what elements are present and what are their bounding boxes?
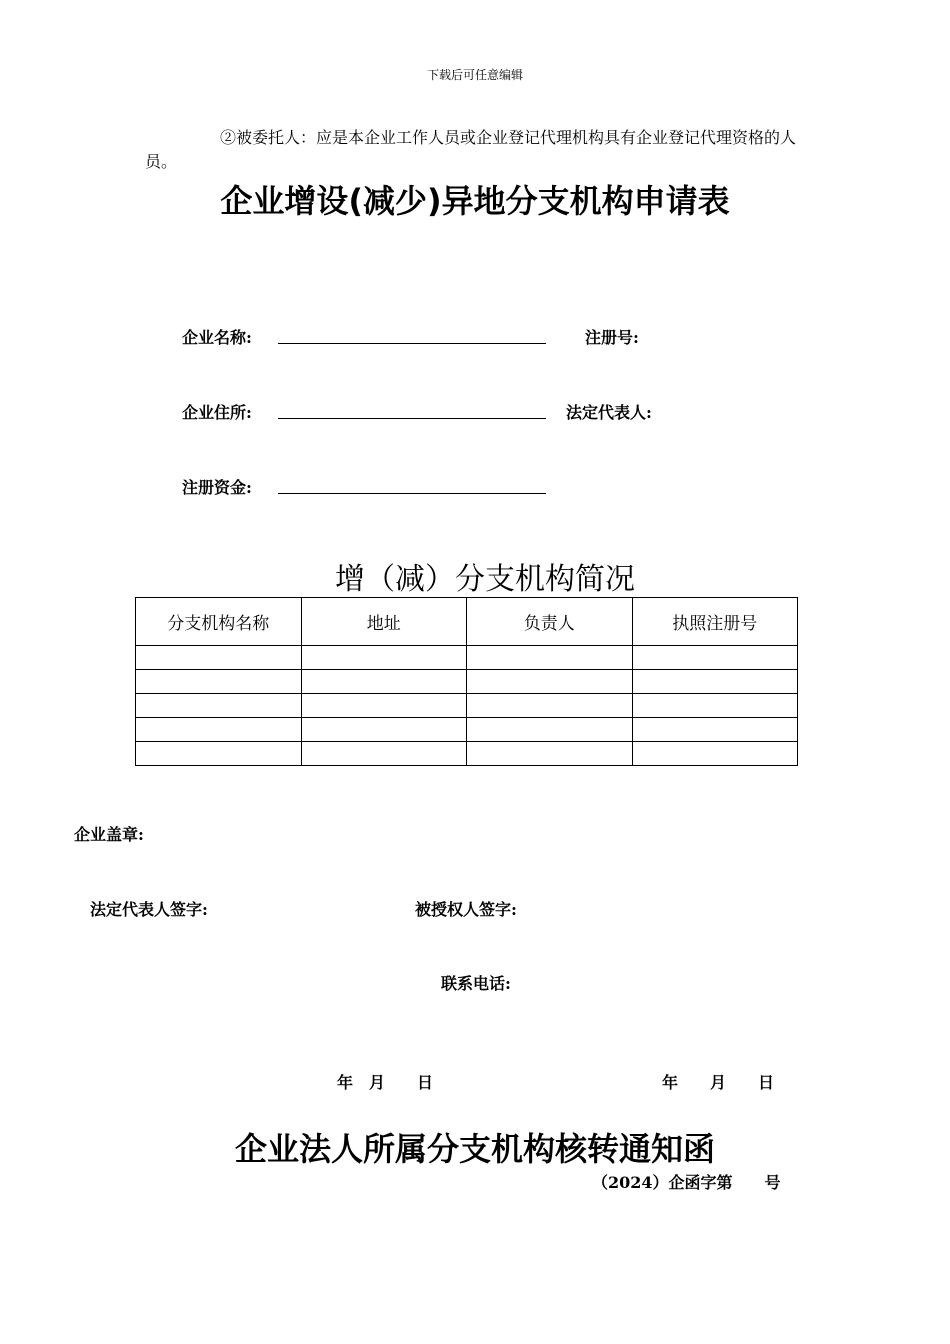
company-seal-label: 企业盖章:: [74, 825, 144, 844]
date-right: 年 月 日: [662, 1073, 775, 1092]
table-cell[interactable]: [301, 718, 467, 742]
form-title: 企业增设(减少)异地分支机构申请表: [220, 182, 730, 220]
legal-rep-label: 法定代表人:: [566, 403, 652, 422]
header-note: 下载后可任意编辑: [426, 68, 523, 82]
branch-table-header: 分支机构名称: [136, 598, 302, 646]
table-row: [136, 694, 798, 718]
registered-capital-label: 注册资金:: [182, 478, 252, 497]
table-cell[interactable]: [632, 694, 798, 718]
date-left: 年 月 日: [337, 1073, 434, 1092]
company-address-field[interactable]: [278, 418, 546, 419]
table-row: [136, 646, 798, 670]
authorized-signature-label: 被授权人签字:: [415, 900, 517, 919]
branch-table: [135, 597, 798, 766]
company-name-field[interactable]: [278, 343, 546, 344]
table-row: [136, 718, 798, 742]
table-cell[interactable]: [301, 646, 467, 670]
registration-no-label: 注册号:: [585, 328, 639, 347]
table-cell[interactable]: [136, 646, 302, 670]
table-cell[interactable]: [136, 694, 302, 718]
table-cell[interactable]: [136, 718, 302, 742]
branch-table-header-row: [136, 598, 798, 646]
table-cell[interactable]: [467, 742, 633, 766]
table-cell[interactable]: [467, 646, 633, 670]
table-cell[interactable]: [467, 718, 633, 742]
table-cell[interactable]: [632, 742, 798, 766]
table-cell[interactable]: [136, 742, 302, 766]
table-cell[interactable]: [632, 718, 798, 742]
notice-number: （2024）企函字第 号: [592, 1173, 781, 1192]
legal-rep-signature-label: 法定代表人签字:: [90, 900, 208, 919]
table-cell[interactable]: [467, 694, 633, 718]
table-cell[interactable]: [632, 646, 798, 670]
table-cell[interactable]: [467, 670, 633, 694]
table-cell[interactable]: [301, 670, 467, 694]
notice-title: 企业法人所属分支机构核转通知函: [234, 1130, 715, 1168]
table-cell[interactable]: [136, 670, 302, 694]
delegate-note-paragraph: ②被委托人：应是本企业工作人员或企业登记代理机构具有企业登记代理资格的人员。: [145, 128, 797, 171]
table-row: [136, 742, 798, 766]
company-address-label: 企业住所:: [182, 403, 252, 422]
table-cell[interactable]: [301, 742, 467, 766]
table-cell[interactable]: [632, 670, 798, 694]
registered-capital-field[interactable]: [278, 493, 546, 494]
branch-table-header: 地址: [301, 598, 467, 646]
branch-section-title: 增（减）分支机构简况: [335, 562, 635, 597]
table-cell[interactable]: [301, 694, 467, 718]
branch-table-header: 执照注册号: [632, 598, 798, 646]
table-row: [136, 670, 798, 694]
company-name-label: 企业名称:: [182, 328, 252, 347]
branch-table-header: 负责人: [467, 598, 633, 646]
phone-label: 联系电话:: [441, 974, 511, 993]
